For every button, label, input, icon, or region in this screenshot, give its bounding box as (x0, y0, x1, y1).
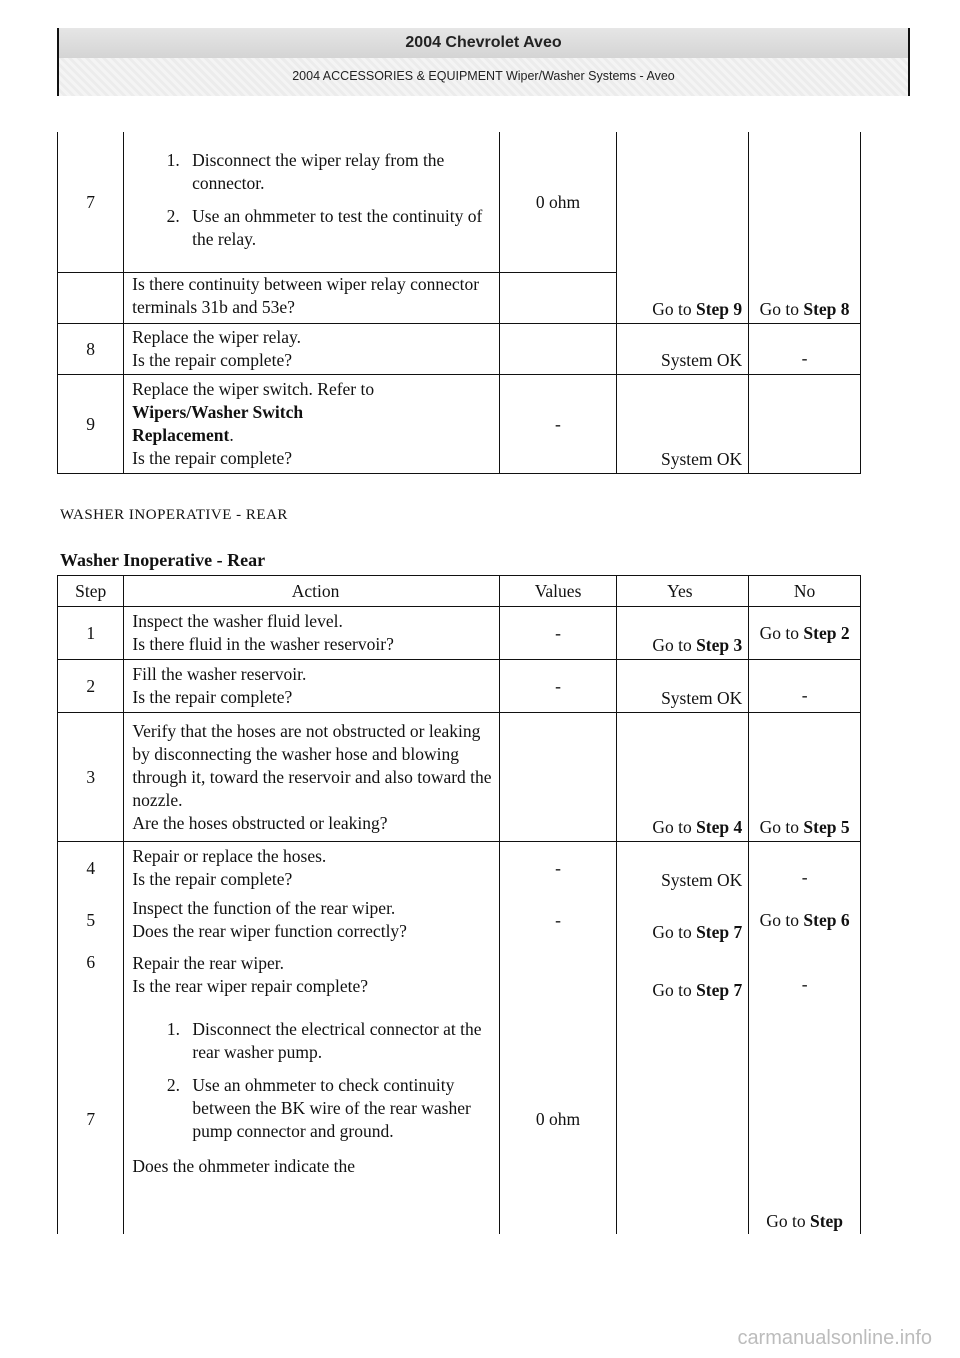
question-text: Does the ohmmeter indicate the (132, 1156, 355, 1176)
table-row (58, 273, 861, 324)
yes-cell: System OK (617, 842, 749, 895)
no-cell (749, 375, 861, 474)
step-number: 9 (58, 375, 124, 474)
no-cell (749, 132, 861, 273)
action-text: Verify that the hoses are not obstructed or leaking by disconnecting the washer hose and blowing through it, toward the reservoir and also toward the nozzle. (132, 720, 492, 810)
yes-cell: System OK (617, 660, 749, 713)
action-text: Repair the rear wiper. (132, 953, 285, 973)
header-yes: Yes (617, 576, 749, 607)
yes-cell (617, 607, 749, 660)
header-title: 2004 Chevrolet Aveo (59, 28, 908, 58)
yes-cell: System OK (617, 375, 749, 474)
step-number: 7 (58, 132, 124, 273)
table-row (58, 842, 861, 895)
no-prefix: Go to (759, 623, 804, 643)
table-row (58, 713, 861, 842)
action-cell (124, 1004, 499, 1234)
step-link[interactable]: Step 8 (803, 299, 850, 319)
no-prefix: Go to (766, 1211, 810, 1231)
values-cell: 0 ohm (499, 1004, 617, 1234)
action-text: Fill the washer reservoir. (132, 664, 307, 684)
yes-prefix: Go to (652, 980, 697, 1000)
watermark: carmanualsonline.info (737, 1327, 932, 1349)
question-text: Does the rear wiper function correctly? (132, 921, 407, 941)
action-text: Replace the wiper switch. Refer to (132, 379, 375, 399)
step-number: 1 (58, 607, 124, 660)
step-link[interactable]: Step (809, 1211, 844, 1231)
page-header (57, 28, 910, 96)
list-item: 2. Use an ohmmeter to check continuity between the BK wire of the rear washer pump connector and ground. (184, 1074, 498, 1143)
action-text: Repair or replace the hoses. (132, 846, 327, 866)
action-text: Inspect the washer fluid level. (132, 611, 343, 631)
question-text: Is the repair complete? (132, 448, 292, 468)
header-no: No (749, 576, 861, 607)
table-row (58, 324, 861, 375)
step-link[interactable]: Step 7 (696, 980, 743, 1000)
values-cell: - (499, 375, 617, 474)
yes-prefix: Go to (652, 299, 696, 319)
values-cell: - (499, 894, 617, 946)
action-steps-list (132, 1018, 498, 1143)
values-cell (499, 273, 617, 324)
yes-cell (617, 713, 749, 842)
yes-prefix: Go to (652, 635, 697, 655)
no-cell (749, 894, 861, 946)
step-number: 3 (58, 713, 124, 842)
step-link[interactable]: Step 6 (803, 910, 850, 930)
section-label: WASHER INOPERATIVE - REAR (60, 507, 288, 523)
no-cell (749, 273, 861, 324)
no-cell (749, 1004, 861, 1234)
no-cell: - (749, 660, 861, 713)
question-text: Is the repair complete? (132, 350, 292, 370)
action-cell (124, 375, 500, 474)
values-cell (499, 946, 617, 1004)
yes-prefix: Go to (652, 922, 697, 942)
step-number: 5 (58, 894, 124, 946)
table-header-row (58, 576, 861, 607)
no-cell (749, 713, 861, 842)
yes-cell (617, 273, 749, 324)
step-number: 4 (58, 842, 124, 895)
no-prefix: Go to (759, 817, 804, 837)
step-link[interactable]: Step 3 (696, 635, 743, 655)
step-link[interactable]: Step 9 (695, 299, 743, 319)
step-number: 7 (58, 1004, 124, 1234)
no-cell: - (749, 946, 861, 1004)
yes-cell: System OK (617, 324, 749, 375)
yes-cell (617, 1004, 749, 1234)
action-cell (124, 132, 500, 273)
yes-cell (617, 946, 749, 1004)
values-cell (499, 713, 617, 842)
no-cell (749, 607, 861, 660)
table-row (58, 132, 861, 273)
table-row (58, 946, 861, 1004)
action-cell (124, 607, 499, 660)
action-cell (124, 324, 500, 375)
table-row (58, 660, 861, 713)
action-cell (124, 894, 499, 946)
question-text: Is the repair complete? (132, 869, 293, 889)
step-link[interactable]: Step 7 (696, 922, 743, 942)
list-item: 1. Disconnect the electrical connector at the rear washer pump. (184, 1018, 498, 1064)
list-item: 2. Use an ohmmeter to test the continuity of the relay. (184, 205, 499, 251)
values-cell: - (499, 842, 617, 895)
action-text: Replace the wiper relay. (132, 327, 302, 347)
reference-link[interactable]: Wipers/Washer Switch Replacement (132, 402, 304, 445)
action-cell (124, 842, 499, 895)
step-number (58, 273, 124, 324)
table-row (58, 894, 861, 946)
yes-cell (617, 894, 749, 946)
question-text: Is there fluid in the washer reservoir? (132, 634, 394, 654)
table-row (58, 607, 861, 660)
question-cell: Is there continuity between wiper relay connector terminals 31b and 53e? (124, 273, 500, 324)
list-item: 1. Disconnect the wiper relay from the connector. (184, 149, 499, 195)
values-cell (499, 324, 617, 375)
action-steps-list (132, 149, 499, 251)
header-values: Values (499, 576, 617, 607)
wiper-diagnostic-table-continued (57, 132, 861, 474)
table-row (58, 1004, 861, 1234)
action-cell (124, 660, 499, 713)
values-cell: 0 ohm (499, 132, 617, 273)
step-link[interactable]: Step 2 (803, 623, 850, 643)
action-cell (124, 713, 499, 842)
action-suffix: . (229, 425, 234, 445)
washer-inoperative-rear-table (57, 575, 861, 1234)
question-text: Is the rear wiper repair complete? (132, 976, 369, 996)
no-prefix: Go to (759, 299, 804, 319)
no-cell: - (749, 324, 861, 375)
yes-cell (617, 132, 749, 273)
action-text: Inspect the function of the rear wiper. (132, 898, 396, 918)
table-row (58, 375, 861, 474)
header-action: Action (124, 576, 499, 607)
table-title: Washer Inoperative - Rear (60, 550, 266, 570)
step-link[interactable]: Step 4 (696, 817, 743, 837)
values-cell: - (499, 607, 617, 660)
yes-prefix: Go to (652, 817, 697, 837)
step-link[interactable]: Step 5 (803, 817, 850, 837)
values-cell: - (499, 660, 617, 713)
action-cell (124, 946, 499, 1004)
step-number: 8 (58, 324, 124, 375)
question-text: Is the repair complete? (132, 687, 293, 707)
no-prefix: Go to (759, 910, 804, 930)
no-cell: - (749, 842, 861, 895)
step-number: 6 (58, 946, 124, 1004)
question-text: Are the hoses obstructed or leaking? (132, 812, 388, 833)
step-number: 2 (58, 660, 124, 713)
header-step: Step (58, 576, 124, 607)
header-subtitle: 2004 ACCESSORIES & EQUIPMENT Wiper/Washer Systems - Aveo (59, 58, 908, 96)
